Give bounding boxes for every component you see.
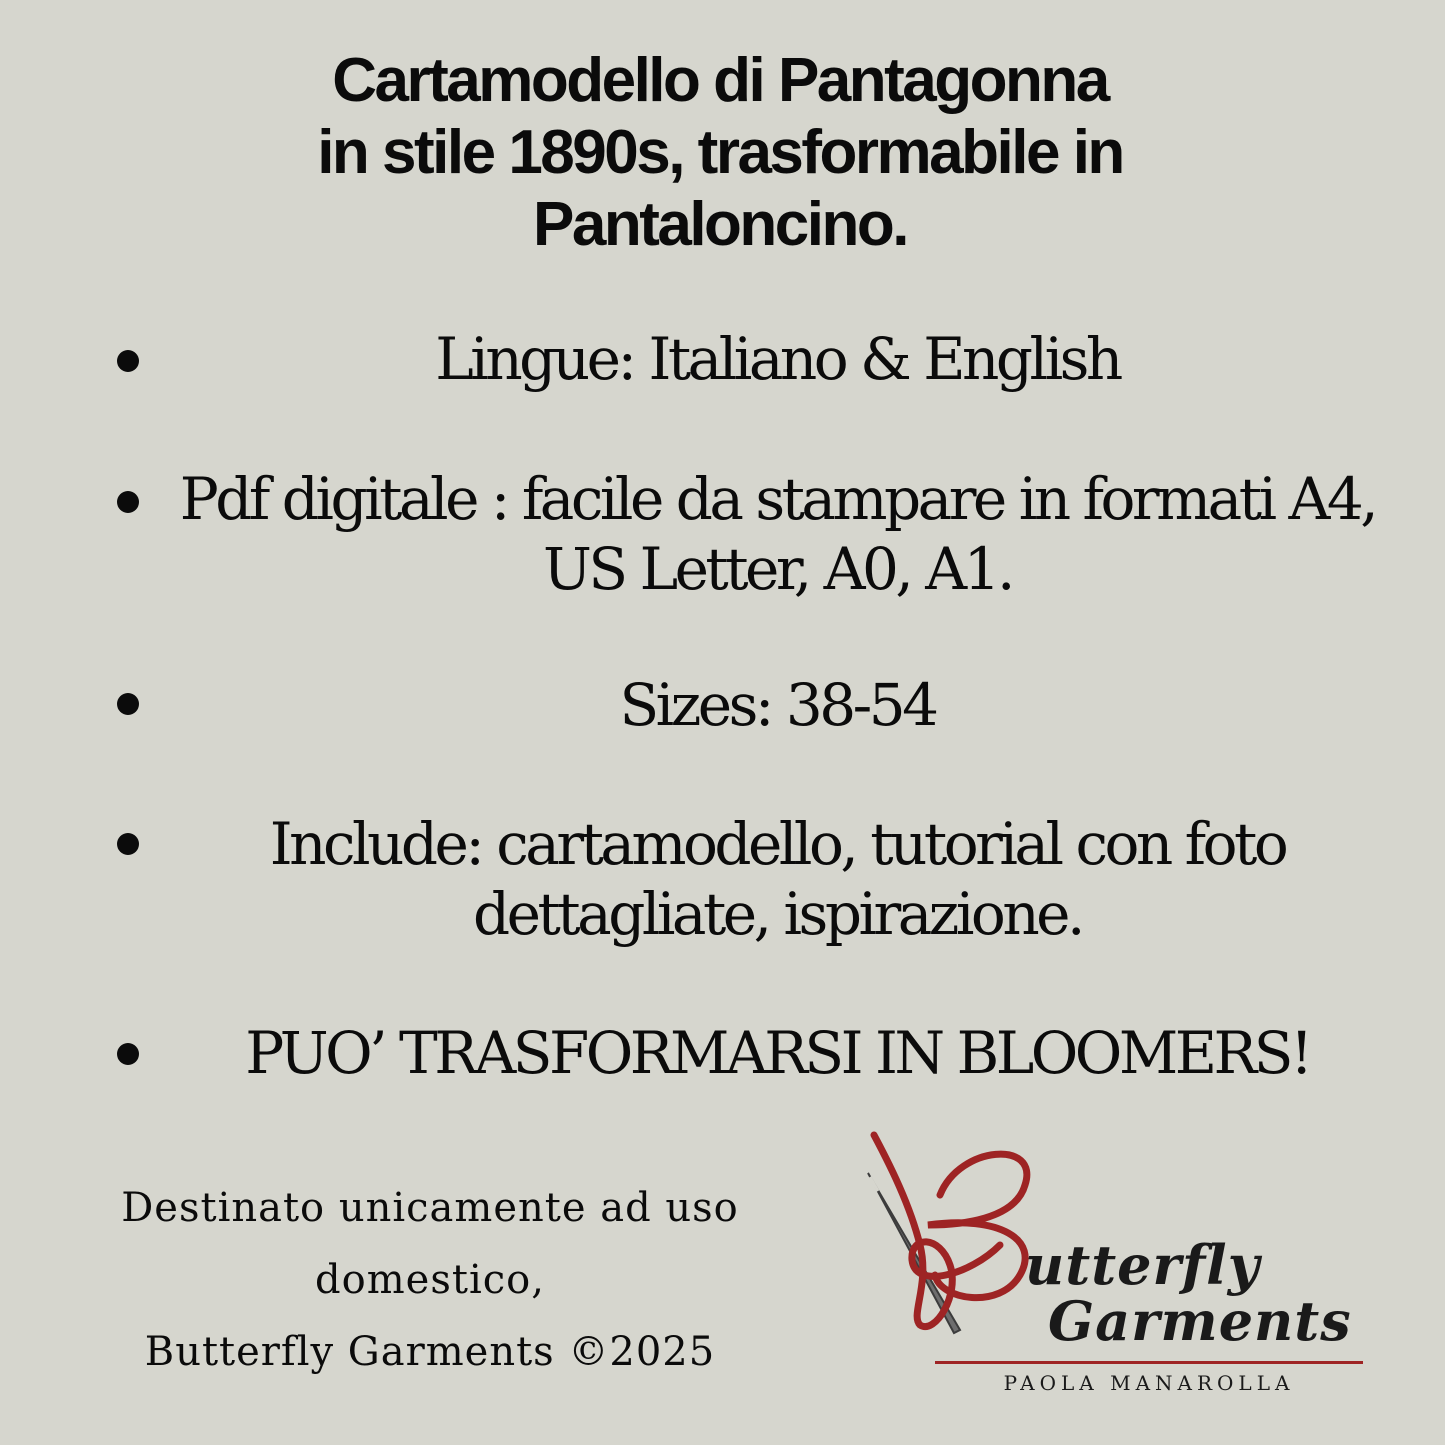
title-line-1: Cartamodello di Pantagonna <box>332 46 1108 115</box>
feature-includes-line-2: dettagliate, ispirazione. <box>473 880 1082 948</box>
feature-sizes-line-1: Sizes: 38-54 <box>619 671 936 739</box>
feature-pdf <box>175 464 1380 604</box>
bullet-dot-icon <box>117 1043 139 1065</box>
feature-bloomers-line-1: PUO’ TRASFORMARSI IN BLOOMERS! <box>245 1019 1310 1087</box>
usage-notice <box>70 1172 790 1388</box>
logo-divider <box>935 1361 1363 1364</box>
logo-word-1: utterfly <box>1025 1233 1261 1297</box>
logo-word-2: Garments <box>1048 1289 1352 1353</box>
feature-includes <box>175 809 1380 949</box>
title-line-2: in stile 1890s, trasformabile in <box>317 118 1123 187</box>
feature-pdf-line-2: US Letter, A0, A1. <box>543 535 1012 603</box>
feature-languages-line-1: Lingue: Italiano & English <box>435 325 1120 393</box>
feature-languages <box>175 324 1380 394</box>
usage-notice-line-2: domestico, <box>315 1257 545 1303</box>
feature-sizes <box>175 670 1380 740</box>
usage-notice-line-1: Destinato unicamente ad uso <box>121 1185 739 1231</box>
title-line-3: Pantaloncino. <box>533 190 907 259</box>
bullet-dot-icon <box>117 350 139 372</box>
logo-subtitle: PAOLA MANAROLLA <box>1003 1371 1295 1395</box>
bullet-dot-icon <box>117 833 139 855</box>
brand-logo <box>850 1125 1380 1405</box>
bullet-dot-icon <box>117 491 139 513</box>
feature-pdf-line-1: Pdf digitale : facile da stampare in formati A4, <box>179 465 1376 533</box>
feature-bloomers <box>175 1018 1380 1088</box>
usage-notice-line-3: Butterfly Garments ©2025 <box>144 1329 716 1375</box>
feature-includes-line-1: Include: cartamodello, tutorial con foto <box>269 810 1286 878</box>
bullet-dot-icon <box>117 693 139 715</box>
